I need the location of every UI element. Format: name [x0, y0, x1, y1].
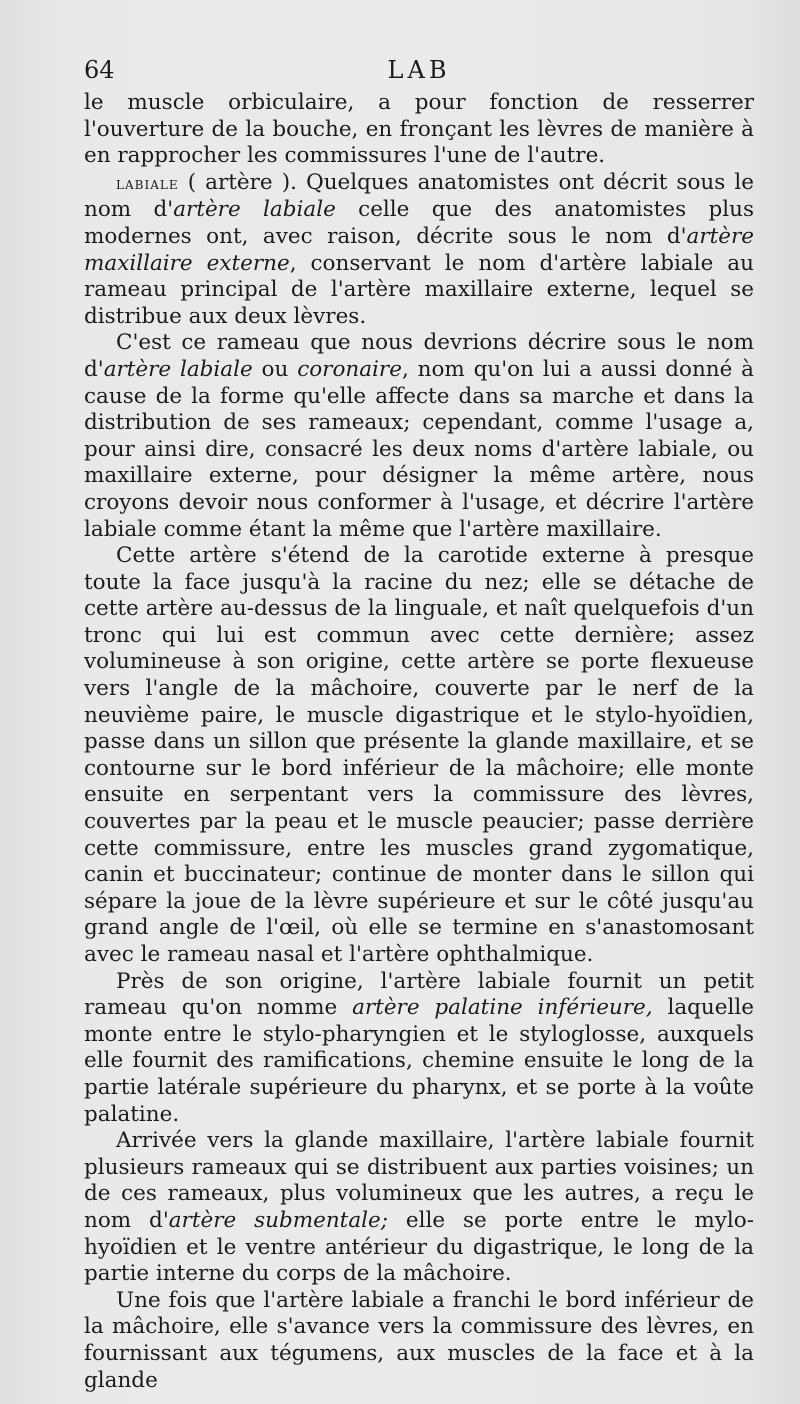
- body-text: [84, 90, 754, 1394]
- paragraph-text: C'est ce rameau que nous devrions décrire sous le nom d': [84, 330, 754, 382]
- paragraph-text: , conservant le nom d'artère labiale au rameau principal de l'artère maxillaire externe, lequel se distribue aux deux lèvres.: [84, 250, 754, 329]
- paragraph-text: elle se porte entre le mylo-hyoïdien et le ventre antérieur du digastrique, le long de la partie interne du corps de la mâchoire.: [84, 1207, 754, 1287]
- page-number: 64: [84, 56, 115, 84]
- paragraph-1: [84, 90, 754, 170]
- italic-term: artère labiale: [173, 197, 336, 223]
- paragraph-3: [84, 330, 754, 543]
- page-header: [84, 56, 754, 90]
- paragraph-text: , nom qu'on lui a aussi donné à cause de la forme qu'elle affecte dans sa marche et dans la distribution de ses rameaux; cependant, comme l'usage a, pour ainsi dire, consacré les deux noms d'artère labiale, ou maxillaire externe, pour désigner la même artère, nous croyons devoir nous conformer à l'usage, et décrire l'artère labiale comme étant la même que l'artère maxillaire.: [84, 356, 755, 542]
- paragraph-text: celle que des anatomistes plus modernes ont, avec raison, décrite sous le nom d': [84, 197, 754, 249]
- running-head: LAB: [387, 56, 451, 84]
- paragraph-text: Cette artère s'étend de la carotide externe à presque toute la face jusqu'à la racine du nez; elle se détache de cette artère au-dessus de la linguale, et naît quelquefois d'un tronc qui lui est commun avec cette dernière; assez volumineuse à son origine, cette artère se porte flexueuse vers l'angle de la mâchoire, couverte par le nerf de la neuvième paire, le muscle digastrique et le stylo-hyoïdien, passe dans un sillon que présente la glande maxillaire, et se contourne sur le bord inférieur de la mâchoire; elle monte ensuite en serpentant vers la commissure des lèvres, couvertes par la peau et le muscle peaucier; passe derrière cette commissure, entre les muscles grand zygomatique, canin et buccinateur; continue de monter dans le sillon qui sépare la joue de la lèvre supérieure et sur le côté jusqu'au grand angle de l'œil, où elle se termine en s'anastomosant avec le rameau nasal et l'artère ophthalmique.: [84, 543, 754, 967]
- paragraph-text: Près de son origine, l'artère labiale fournit un petit rameau qu'on nomme: [84, 968, 754, 1021]
- italic-term: coronaire: [297, 356, 402, 382]
- paragraph-7: [84, 1288, 754, 1394]
- paragraph-text: ( artère ). Quelques anatomistes ont décrit sous le nom d': [84, 169, 754, 223]
- paragraph-text: le muscle orbiculaire, a pour fonction de resserrer l'ouverture de la bouche, en fronçant les lèvres de manière à en rapprocher les commissures l'une de l'autre.: [84, 90, 754, 169]
- entry-head: labiale: [116, 173, 179, 194]
- paragraph-text: Arrivée vers la glande maxillaire, l'artère labiale fournit plusieurs rameaux qui se distribuent aux parties voisines; un de ces rameaux, plus volumineux que les autres, a reçu le nom d': [84, 1128, 754, 1233]
- paragraph-text: ou: [252, 356, 298, 382]
- italic-term: artère submentale;: [168, 1207, 388, 1233]
- italic-term: artère palatine inférieure,: [352, 995, 653, 1021]
- paragraph-6: [84, 1128, 754, 1288]
- paragraph-2: [84, 170, 754, 331]
- paragraph-text: Une fois que l'artère labiale a franchi le bord inférieur de la mâchoire, elle s'avance vers la commissure des lèvres, en fournissant aux tégumens, aux muscles de la face et à la glande: [84, 1287, 754, 1393]
- italic-term: artère labiale: [103, 356, 253, 382]
- paragraph-text: laquelle monte entre le stylo-pharyngien et le styloglosse, auxquels elle fournit des ramifications, chemine ensuite le long de la partie latérale supérieure du pharynx, et se porte à la voûte palatine.: [84, 995, 754, 1127]
- paragraph-5: [84, 969, 754, 1129]
- paragraph-4: [84, 543, 754, 969]
- italic-term: artère maxillaire externe: [84, 223, 754, 276]
